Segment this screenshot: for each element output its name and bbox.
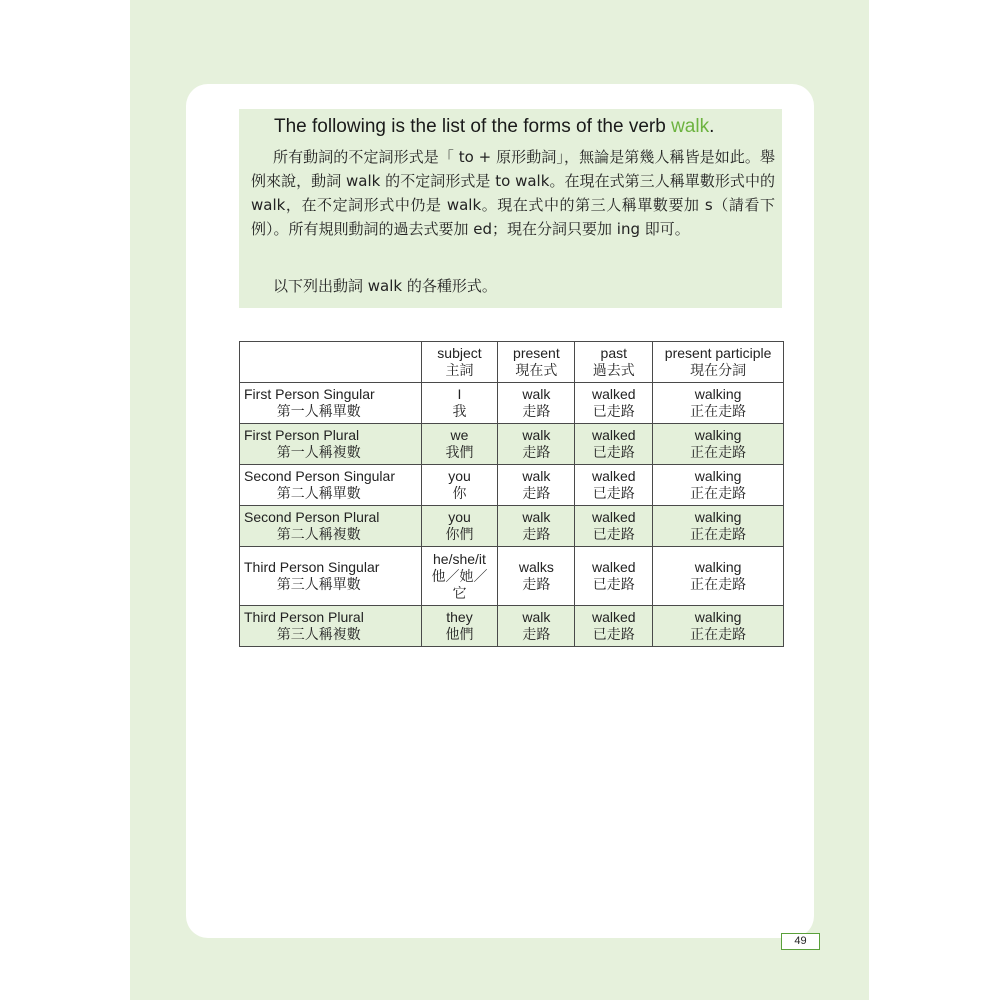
- intro-note: 以下列出動詞 walk 的各種形式。: [273, 277, 497, 295]
- participle-cell: walking 正在走路: [653, 465, 784, 506]
- participle-cell: walking 正在走路: [653, 547, 784, 606]
- present-cell: walks 走路: [498, 547, 575, 606]
- intro-title-verb: walk: [671, 116, 710, 137]
- past-cell: walked 已走路: [575, 506, 653, 547]
- subject-cell: he/she/it 他／她／它: [421, 547, 498, 606]
- header-cell-past: past 過去式: [575, 342, 653, 383]
- table-row: [240, 424, 784, 465]
- table-row: [240, 383, 784, 424]
- past-cell: walked 已走路: [575, 547, 653, 606]
- person-cell: First Person Plural 第一人稱複數: [240, 424, 422, 465]
- person-cell: Second Person Plural 第二人稱複數: [240, 506, 422, 547]
- intro-paragraph: 所有動詞的不定詞形式是「 to + 原形動詞」，無論是第幾人稱皆是如此。舉例來說，動詞 walk 的不定詞形式是 to walk。在現在式第三人稱單數形式中的 walk，在不定詞形式中仍是 walk。現在式中的第三人稱單數要加 s（請看下例）。所有規則動詞的過去式要加 ed；現在分詞只要加 ing 即可。: [251, 148, 775, 238]
- past-cell: walked 已走路: [575, 424, 653, 465]
- page-number: 49: [781, 933, 820, 950]
- past-cell: walked 已走路: [575, 383, 653, 424]
- table-row: [240, 547, 784, 606]
- participle-cell: walking 正在走路: [653, 424, 784, 465]
- subject-cell: we 我們: [421, 424, 498, 465]
- present-cell: walk 走路: [498, 424, 575, 465]
- table-row: [240, 465, 784, 506]
- header-cell-subject: subject 主詞: [421, 342, 498, 383]
- subject-cell: they 他們: [421, 606, 498, 647]
- subject-cell: you 你們: [421, 506, 498, 547]
- table-row: [240, 506, 784, 547]
- header-cell-participle: present participle 現在分詞: [653, 342, 784, 383]
- person-cell: Second Person Singular 第二人稱單數: [240, 465, 422, 506]
- subject-cell: I 我: [421, 383, 498, 424]
- present-cell: walk 走路: [498, 506, 575, 547]
- participle-cell: walking 正在走路: [653, 383, 784, 424]
- present-cell: walk 走路: [498, 383, 575, 424]
- header-cell-present: present 現在式: [498, 342, 575, 383]
- participle-cell: walking 正在走路: [653, 506, 784, 547]
- table-header-row: [240, 342, 784, 383]
- person-cell: Third Person Singular 第三人稱單數: [240, 547, 422, 606]
- person-cell: First Person Singular 第一人稱單數: [240, 383, 422, 424]
- header-cell-blank: [240, 342, 422, 383]
- past-cell: walked 已走路: [575, 465, 653, 506]
- intro-title-prefix: The following is the list of the forms of the verb: [274, 116, 672, 137]
- intro-title: [274, 116, 714, 138]
- table-row: [240, 606, 784, 647]
- present-cell: walk 走路: [498, 465, 575, 506]
- participle-cell: walking 正在走路: [653, 606, 784, 647]
- intro-title-suffix: .: [709, 116, 715, 137]
- verb-forms-table: [239, 341, 784, 647]
- past-cell: walked 已走路: [575, 606, 653, 647]
- present-cell: walk 走路: [498, 606, 575, 647]
- subject-cell: you 你: [421, 465, 498, 506]
- person-cell: Third Person Plural 第三人稱複數: [240, 606, 422, 647]
